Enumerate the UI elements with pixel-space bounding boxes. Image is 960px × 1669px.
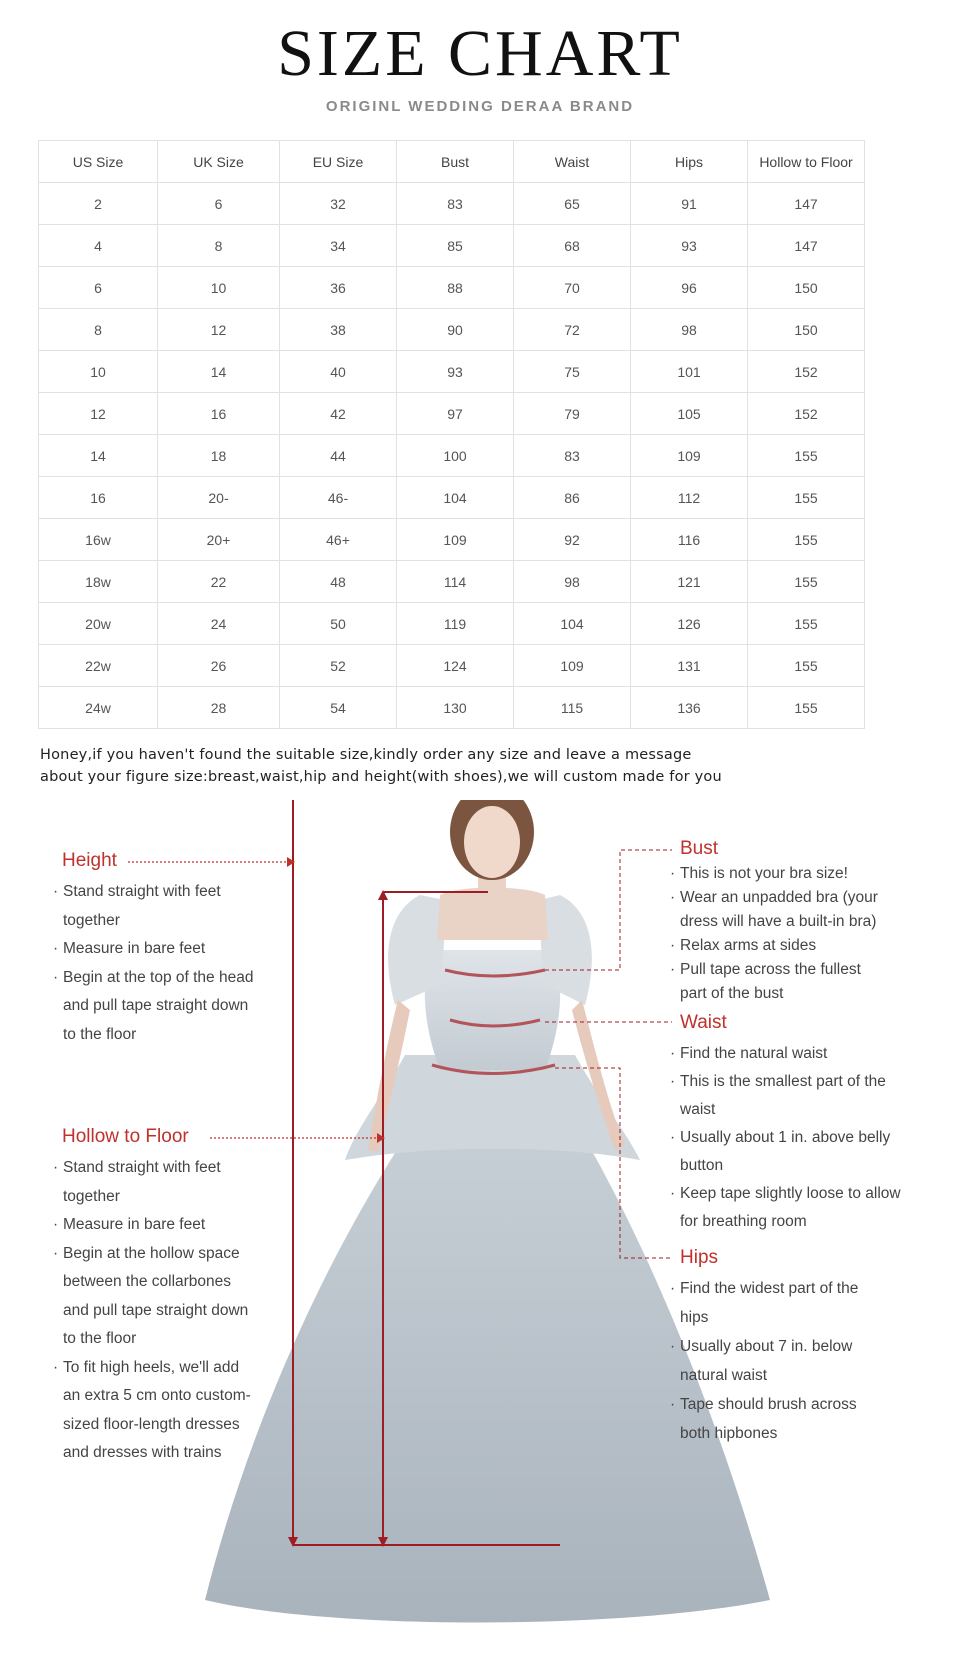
list-item: sized floor-length dresses xyxy=(63,1415,240,1433)
table-cell: 91 xyxy=(631,183,748,225)
list-item: · Usually about 1 in. above belly xyxy=(672,1124,901,1152)
bust-title: Bust xyxy=(680,838,719,859)
note-line-2: about your figure size:breast,waist,hip and height(with shoes),we will custom made for you xyxy=(40,769,722,785)
list-item: natural waist xyxy=(680,1367,768,1384)
list-item: · Pull tape across the fullest xyxy=(672,958,878,982)
waist-title: Waist xyxy=(680,1012,727,1033)
table-cell: 8 xyxy=(39,309,158,351)
table-row xyxy=(39,225,865,267)
table-cell: 147 xyxy=(748,183,865,225)
list-item: and dresses with trains xyxy=(63,1444,222,1461)
list-item: · Relax arms at sides xyxy=(672,934,878,958)
list-item: dress will have a built-in bra) xyxy=(680,913,877,930)
table-cell: 14 xyxy=(39,435,158,477)
table-cell: 12 xyxy=(39,393,158,435)
table-header-row xyxy=(39,141,865,183)
column-header-hollow-to-floor: Hollow to Floor xyxy=(748,141,865,183)
list-item: · Measure in bare feet xyxy=(55,935,253,964)
table-row xyxy=(39,183,865,225)
table-cell: 116 xyxy=(631,519,748,561)
list-item: · Wear an unpadded bra (your xyxy=(672,886,878,910)
table-cell: 36 xyxy=(280,267,397,309)
table-cell: 130 xyxy=(397,687,514,729)
table-cell: 4 xyxy=(39,225,158,267)
table-cell: 18w xyxy=(39,561,158,603)
table-cell: 109 xyxy=(631,435,748,477)
table-cell: 16w xyxy=(39,519,158,561)
table-cell: 97 xyxy=(397,393,514,435)
list-item: and pull tape straight down xyxy=(63,1301,249,1319)
table-cell: 46+ xyxy=(280,519,397,561)
table-row xyxy=(39,393,865,435)
table-cell: 16 xyxy=(158,393,280,435)
table-cell: 34 xyxy=(280,225,397,267)
table-cell: 86 xyxy=(514,477,631,519)
list-item: · Measure in bare feet xyxy=(55,1211,251,1240)
list-item: · This is not your bra size! xyxy=(672,862,878,886)
column-header-uk-size: UK Size xyxy=(158,141,280,183)
table-cell: 24w xyxy=(39,687,158,729)
table-cell: 54 xyxy=(280,687,397,729)
table-cell: 10 xyxy=(39,351,158,393)
table-row xyxy=(39,561,865,603)
table-cell: 79 xyxy=(514,393,631,435)
table-cell: 121 xyxy=(631,561,748,603)
size-table xyxy=(38,140,865,729)
table-cell: 83 xyxy=(514,435,631,477)
table-cell: 155 xyxy=(748,519,865,561)
list-item: between the collarbones xyxy=(63,1273,232,1290)
table-cell: 10 xyxy=(158,267,280,309)
table-cell: 92 xyxy=(514,519,631,561)
list-item: · Stand straight with feet xyxy=(55,878,253,907)
table-cell: 22w xyxy=(39,645,158,687)
table-cell: 20+ xyxy=(158,519,280,561)
table-cell: 147 xyxy=(748,225,865,267)
table-cell: 96 xyxy=(631,267,748,309)
table-cell: 93 xyxy=(631,225,748,267)
table-cell: 24 xyxy=(158,603,280,645)
bust-instructions xyxy=(672,862,878,1006)
table-cell: 90 xyxy=(397,309,514,351)
hips-instructions xyxy=(672,1274,858,1448)
list-item: · To fit high heels, we'll add xyxy=(55,1354,251,1383)
table-cell: 152 xyxy=(748,393,865,435)
list-item: to the floor xyxy=(63,1025,137,1043)
table-row xyxy=(39,351,865,393)
list-item: · This is the smallest part of the xyxy=(672,1068,901,1096)
table-cell: 136 xyxy=(631,687,748,729)
table-cell: 70 xyxy=(514,267,631,309)
list-item: · Begin at the hollow space xyxy=(55,1240,251,1269)
table-cell: 38 xyxy=(280,309,397,351)
table-cell: 150 xyxy=(748,309,865,351)
table-cell: 131 xyxy=(631,645,748,687)
table-row xyxy=(39,687,865,729)
table-cell: 124 xyxy=(397,645,514,687)
column-header-bust: Bust xyxy=(397,141,514,183)
table-cell: 155 xyxy=(748,603,865,645)
table-cell: 6 xyxy=(158,183,280,225)
table-row xyxy=(39,603,865,645)
list-item: part of the bust xyxy=(680,985,784,1002)
table-cell: 109 xyxy=(514,645,631,687)
list-item: together xyxy=(63,1187,120,1205)
table-cell: 155 xyxy=(748,687,865,729)
table-cell: 98 xyxy=(631,309,748,351)
table-cell: 112 xyxy=(631,477,748,519)
page-title: SIZE CHART xyxy=(277,17,683,90)
table-cell: 155 xyxy=(748,561,865,603)
column-header-hips: Hips xyxy=(631,141,748,183)
list-item: to the floor xyxy=(63,1330,137,1347)
list-item: and pull tape straight down xyxy=(63,997,249,1014)
table-cell: 12 xyxy=(158,309,280,351)
table-cell: 104 xyxy=(514,603,631,645)
list-item: waist xyxy=(680,1101,716,1118)
table-row xyxy=(39,267,865,309)
table-cell: 101 xyxy=(631,351,748,393)
table-row xyxy=(39,645,865,687)
table-cell: 46- xyxy=(280,477,397,519)
table-cell: 8 xyxy=(158,225,280,267)
table-cell: 2 xyxy=(39,183,158,225)
table-cell: 68 xyxy=(514,225,631,267)
list-item: together xyxy=(63,911,120,929)
height-instructions xyxy=(55,878,253,1049)
table-cell: 155 xyxy=(748,435,865,477)
column-header-waist: Waist xyxy=(514,141,631,183)
model-face xyxy=(464,806,520,878)
table-cell: 50 xyxy=(280,603,397,645)
table-cell: 83 xyxy=(397,183,514,225)
table-cell: 85 xyxy=(397,225,514,267)
table-cell: 22 xyxy=(158,561,280,603)
table-cell: 20- xyxy=(158,477,280,519)
list-item: an extra 5 cm onto custom- xyxy=(63,1387,251,1404)
table-cell: 150 xyxy=(748,267,865,309)
list-item: for breathing room xyxy=(680,1213,807,1230)
table-cell: 48 xyxy=(280,561,397,603)
table-cell: 155 xyxy=(748,645,865,687)
table-cell: 104 xyxy=(397,477,514,519)
list-item: · Tape should brush across xyxy=(672,1390,858,1419)
table-cell: 152 xyxy=(748,351,865,393)
custom-size-note xyxy=(40,744,920,788)
column-header-us-size: US Size xyxy=(39,141,158,183)
list-item: hips xyxy=(680,1309,709,1326)
table-cell: 52 xyxy=(280,645,397,687)
table-cell: 32 xyxy=(280,183,397,225)
list-item: · Stand straight with feet xyxy=(55,1154,251,1183)
table-cell: 6 xyxy=(39,267,158,309)
table-cell: 88 xyxy=(397,267,514,309)
table-cell: 16 xyxy=(39,477,158,519)
table-cell: 115 xyxy=(514,687,631,729)
table-cell: 126 xyxy=(631,603,748,645)
table-cell: 75 xyxy=(514,351,631,393)
note-line-1: Honey,if you haven't found the suitable size,kindly order any size and leave a message xyxy=(40,747,692,763)
table-row xyxy=(39,519,865,561)
table-cell: 28 xyxy=(158,687,280,729)
list-item: button xyxy=(680,1157,724,1174)
table-row xyxy=(39,309,865,351)
table-cell: 72 xyxy=(514,309,631,351)
gown-bodice xyxy=(425,950,560,1070)
measurement-guide xyxy=(0,800,960,1669)
table-cell: 26 xyxy=(158,645,280,687)
hollow-to-floor-instructions xyxy=(55,1154,251,1468)
table-row xyxy=(39,435,865,477)
hollow-to-floor-title: Hollow to Floor xyxy=(62,1126,189,1147)
table-cell: 20w xyxy=(39,603,158,645)
list-item: · Usually about 7 in. below xyxy=(672,1332,858,1361)
table-cell: 114 xyxy=(397,561,514,603)
table-cell: 18 xyxy=(158,435,280,477)
table-cell: 98 xyxy=(514,561,631,603)
list-item: · Find the natural waist xyxy=(672,1040,901,1068)
table-cell: 42 xyxy=(280,393,397,435)
column-header-eu-size: EU Size xyxy=(280,141,397,183)
table-cell: 100 xyxy=(397,435,514,477)
table-cell: 14 xyxy=(158,351,280,393)
waist-instructions xyxy=(672,1040,901,1236)
height-title: Height xyxy=(62,850,117,871)
table-cell: 44 xyxy=(280,435,397,477)
table-cell: 105 xyxy=(631,393,748,435)
hips-title: Hips xyxy=(680,1247,719,1268)
brand-subtitle: ORIGINL WEDDING DERAA BRAND xyxy=(325,98,635,115)
table-row xyxy=(39,477,865,519)
table-cell: 155 xyxy=(748,477,865,519)
table-cell: 93 xyxy=(397,351,514,393)
table-cell: 119 xyxy=(397,603,514,645)
list-item: · Find the widest part of the xyxy=(672,1274,858,1303)
table-cell: 65 xyxy=(514,183,631,225)
table-cell: 40 xyxy=(280,351,397,393)
list-item: both hipbones xyxy=(680,1425,778,1442)
list-item: · Keep tape slightly loose to allow xyxy=(672,1180,901,1208)
table-cell: 109 xyxy=(397,519,514,561)
list-item: · Begin at the top of the head xyxy=(55,964,253,993)
